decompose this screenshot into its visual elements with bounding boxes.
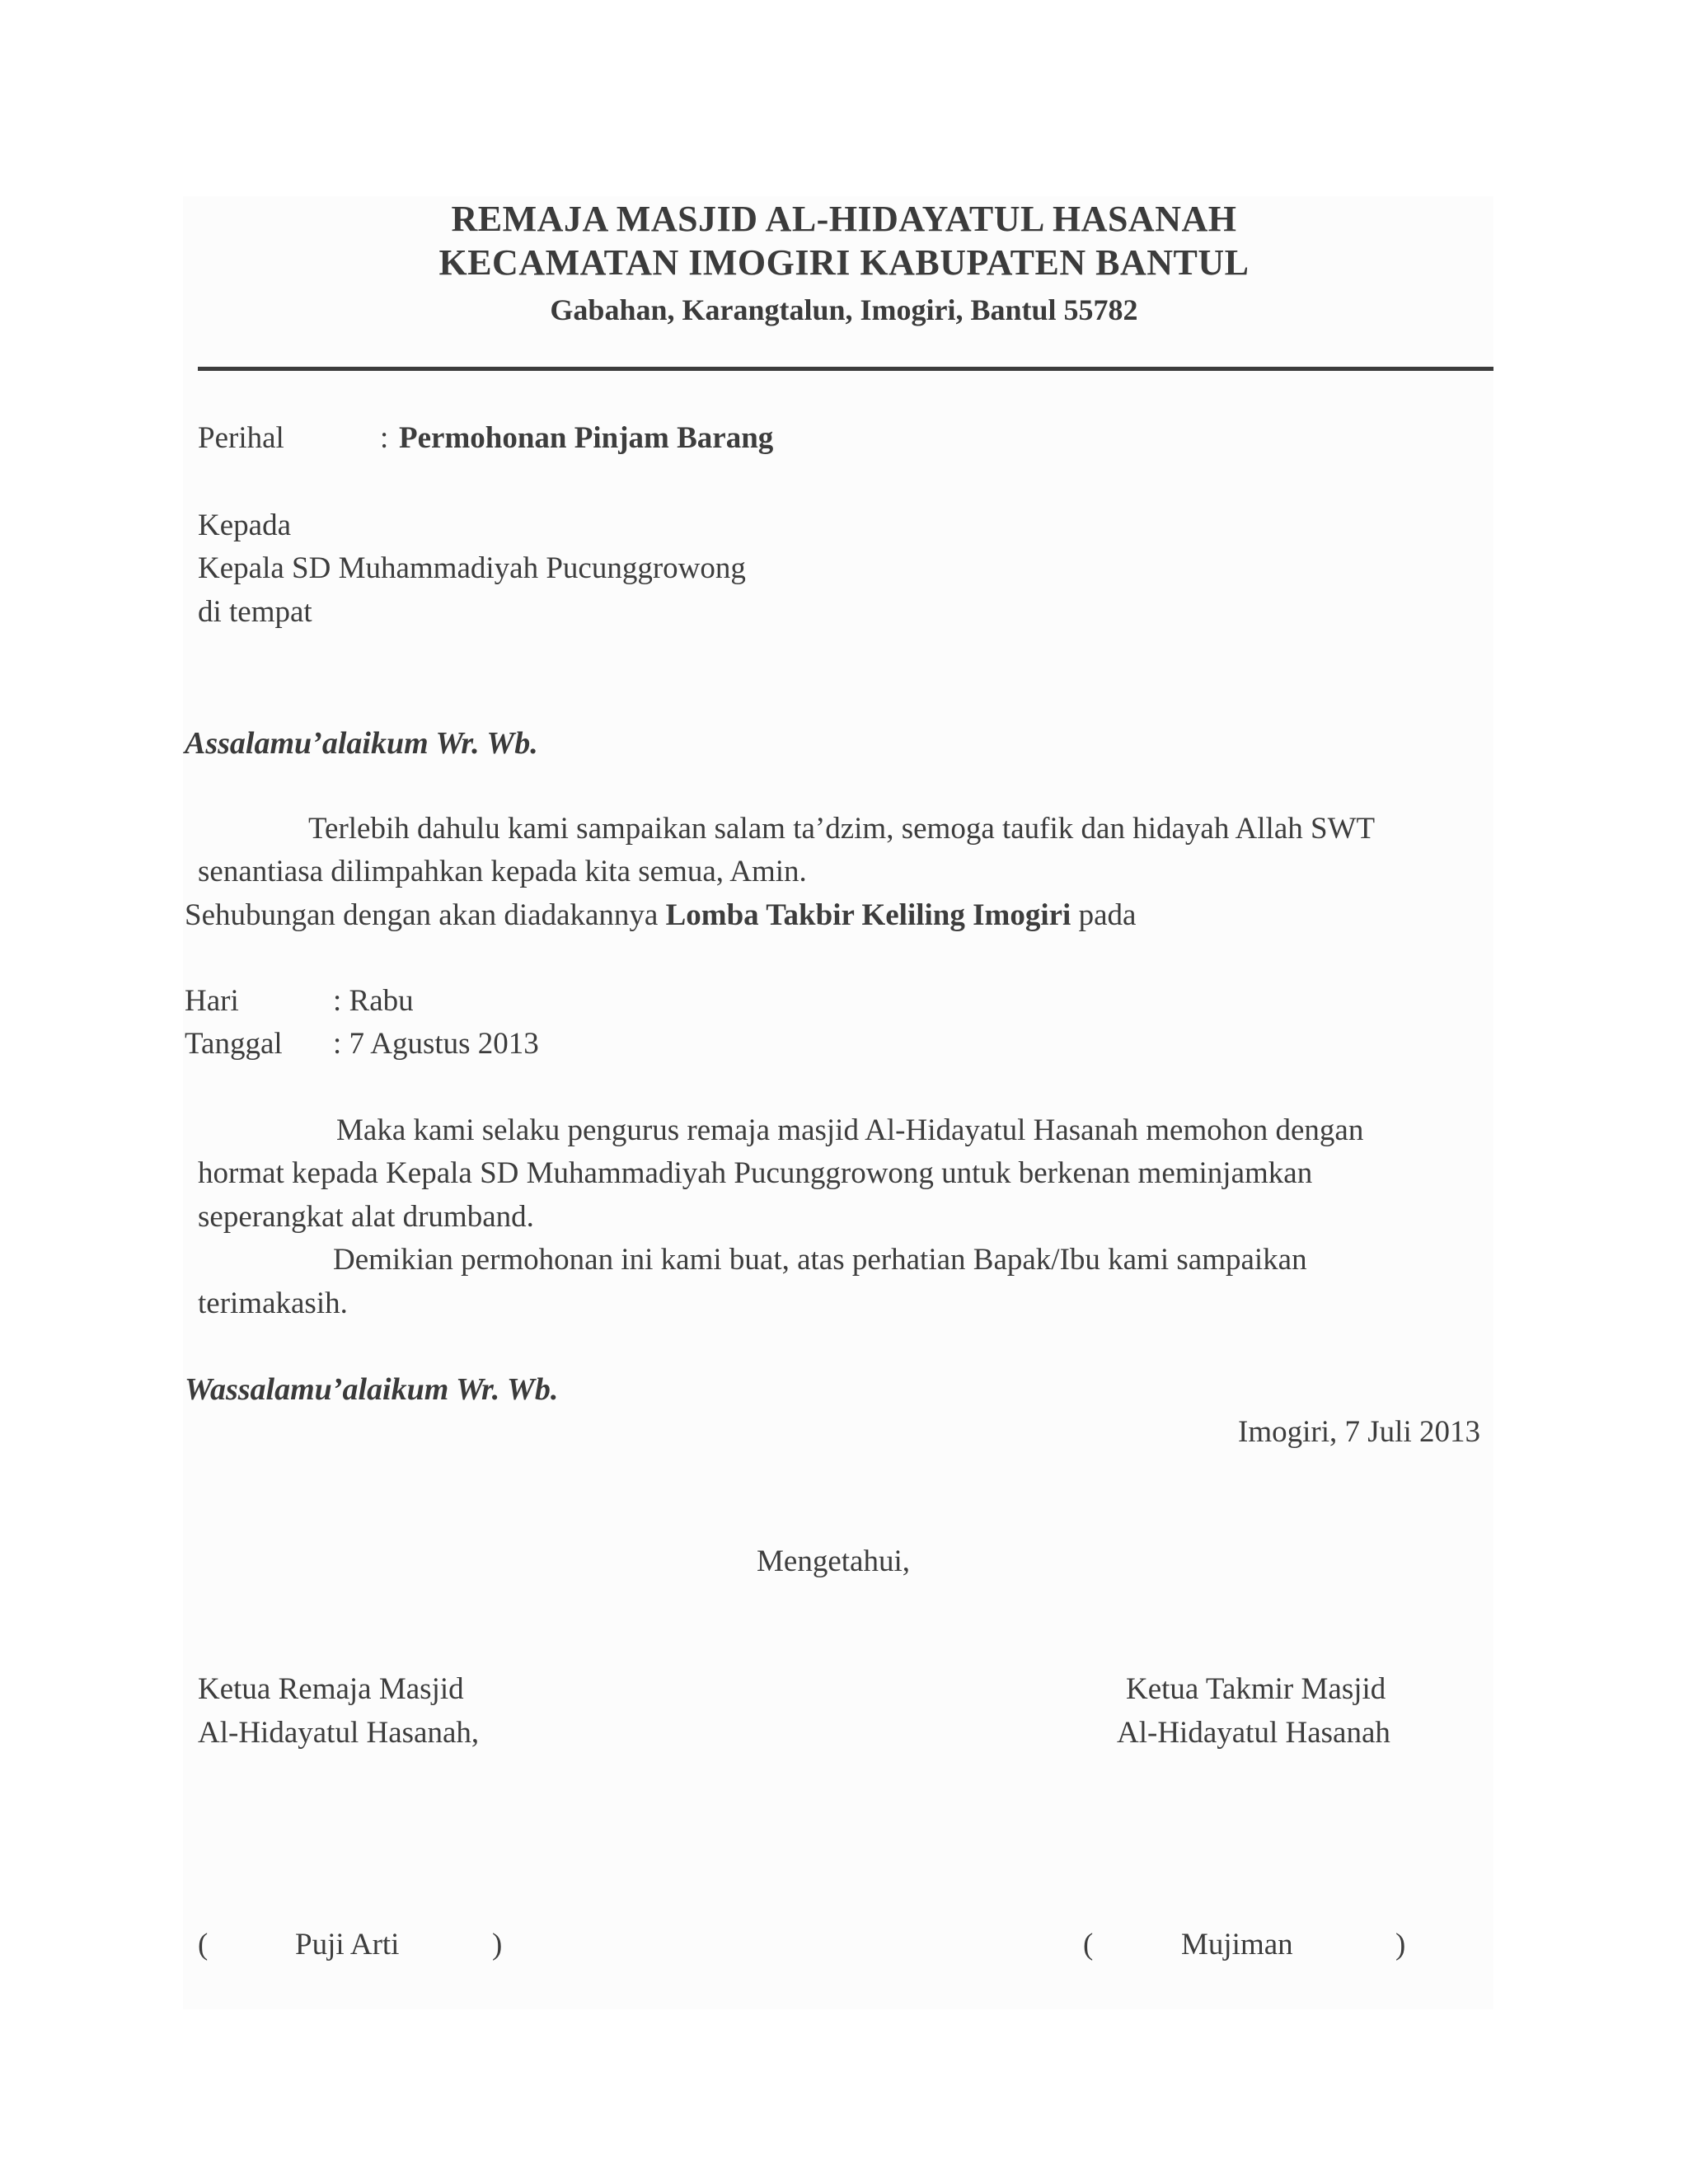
date-label: Tanggal	[185, 1027, 283, 1061]
recipient-line3: di tempat	[198, 595, 312, 629]
greeting: Assalamu’alaikum Wr. Wb.	[185, 726, 538, 761]
subject-value: Permohonan Pinjam Barang	[399, 421, 774, 455]
subject-label: Perihal	[198, 421, 284, 455]
letterhead-org-line2: KECAMATAN IMOGIRI KABUPATEN BANTUL	[438, 242, 1250, 283]
paragraph2-suffix: pada	[1071, 898, 1137, 932]
left-signatory-title-line1: Ketua Remaja Masjid	[198, 1672, 464, 1706]
subject-separator: :	[380, 421, 389, 455]
letterhead-org-line1: REMAJA MASJID AL-HIDAYATUL HASANAH	[451, 199, 1237, 239]
paragraph3-line1: Maka kami selaku pengurus remaja masjid Al-Hidayatul Hasanah memohon dengan	[336, 1113, 1364, 1147]
right-signatory-name: Mujiman	[1181, 1928, 1293, 1961]
closing: Wassalamu’alaikum Wr. Wb.	[185, 1372, 559, 1407]
left-signatory-title-line2: Al-Hidayatul Hasanah,	[198, 1716, 480, 1750]
paragraph3-line3: seperangkat alat drumband.	[198, 1200, 534, 1234]
paragraph3-line2: hormat kepada Kepala SD Muhammadiyah Pucunggrowong untuk berkenan meminjamkan	[198, 1156, 1313, 1190]
paragraph1-line2: senantiasa dilimpahkan kepada kita semua, Amin.	[198, 855, 807, 888]
paragraph4-line2: terimakasih.	[198, 1286, 348, 1320]
acknowledged-label: Mengetahui,	[757, 1544, 910, 1578]
left-signatory-name: Puji Arti	[295, 1928, 400, 1961]
paragraph4-line1: Demikian permohonan ini kami buat, atas perhatian Bapak/Ibu kami sampaikan	[333, 1243, 1307, 1277]
letterhead-address: Gabahan, Karangtalun, Imogiri, Bantul 55782	[550, 293, 1138, 326]
recipient-line2: Kepala SD Muhammadiyah Pucunggrowong	[198, 551, 746, 585]
left-open-paren: (	[198, 1928, 209, 1961]
paragraph2	[185, 898, 1136, 933]
day-value: : Rabu	[333, 984, 414, 1018]
right-close-paren: )	[1395, 1928, 1406, 1961]
recipient-line1: Kepada	[198, 509, 291, 542]
event-name: Lomba Takbir Keliling Imogiri	[665, 898, 1071, 932]
right-signatory-title-line1: Ketua Takmir Masjid	[1126, 1672, 1386, 1706]
right-signatory-title-line2: Al-Hidayatul Hasanah	[1117, 1716, 1390, 1750]
place-date: Imogiri, 7 Juli 2013	[1238, 1415, 1480, 1449]
right-open-paren: (	[1083, 1928, 1094, 1961]
left-close-paren: )	[492, 1928, 503, 1961]
paragraph1-line1: Terlebih dahulu kami sampaikan salam ta’dzim, semoga taufik dan hidayah Allah SWT	[308, 812, 1376, 846]
date-value: : 7 Agustus 2013	[333, 1027, 539, 1061]
paragraph2-prefix: Sehubungan dengan akan diadakannya	[185, 898, 666, 932]
letterhead-divider	[198, 367, 1493, 371]
day-label: Hari	[185, 984, 239, 1018]
